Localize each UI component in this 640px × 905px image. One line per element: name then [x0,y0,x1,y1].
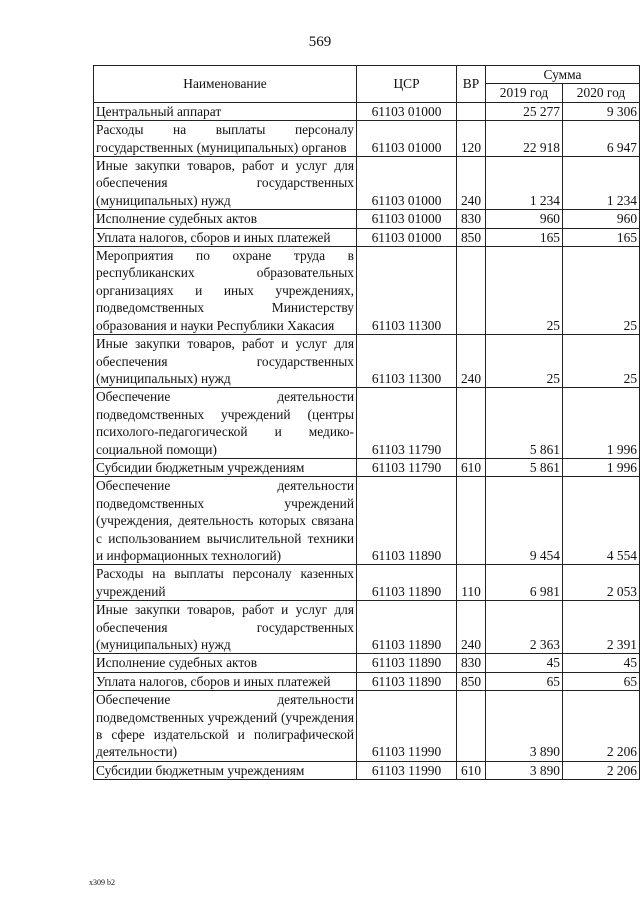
row-name: Обеспечение деятельности подведомственных учреждений (центры психолого-педагогической и медико-социальной помощи) [94,388,357,459]
row-csr: 61103 11890 [357,601,457,654]
row-2019: 3 890 [486,761,563,779]
table-row [94,121,640,157]
row-2019: 22 918 [486,121,563,157]
table-row [94,157,640,210]
row-csr: 61103 11790 [357,458,457,476]
row-2020: 4 554 [563,477,640,565]
row-2019: 5 861 [486,458,563,476]
row-vr: 830 [457,210,486,228]
row-vr [457,388,486,459]
row-2020: 9 306 [563,102,640,120]
row-2019: 1 234 [486,157,563,210]
row-csr: 61103 01000 [357,102,457,120]
row-csr: 61103 11990 [357,761,457,779]
header-name: Наименование [94,66,357,103]
row-name: Субсидии бюджетным учреждениям [94,761,357,779]
row-csr: 61103 01000 [357,228,457,246]
table-row [94,247,640,335]
table-row [94,691,640,762]
row-csr: 61103 11890 [357,477,457,565]
row-name: Уплата налогов, сборов и иных платежей [94,672,357,690]
row-name: Иные закупки товаров, работ и услуг для обеспечения государственных (муниципальных) нужд [94,335,357,388]
table-header [94,66,640,103]
header-sum: Сумма [486,66,640,84]
table-row [94,601,640,654]
row-2019: 9 454 [486,477,563,565]
row-2019: 25 [486,335,563,388]
row-2020: 2 053 [563,565,640,601]
row-2020: 2 391 [563,601,640,654]
row-2020: 1 234 [563,157,640,210]
row-name: Расходы на выплаты персоналу казенных учреждений [94,565,357,601]
header-csr: ЦСР [357,66,457,103]
row-vr: 120 [457,121,486,157]
row-2020: 2 206 [563,691,640,762]
row-2020: 25 [563,247,640,335]
row-vr: 240 [457,335,486,388]
row-2020: 45 [563,654,640,672]
row-vr [457,477,486,565]
row-vr: 110 [457,565,486,601]
table-row [94,335,640,388]
row-name: Иные закупки товаров, работ и услуг для обеспечения государственных (муниципальных) нужд [94,601,357,654]
row-csr: 61103 11990 [357,691,457,762]
header-2020: 2020 год [563,84,640,102]
row-name: Центральный аппарат [94,102,357,120]
row-vr: 610 [457,458,486,476]
row-2019: 165 [486,228,563,246]
table-row [94,761,640,779]
table-row [94,458,640,476]
row-csr: 61103 01000 [357,157,457,210]
row-2020: 1 996 [563,388,640,459]
row-vr [457,691,486,762]
row-vr: 830 [457,654,486,672]
page-number: 569 [308,34,332,50]
table-row [94,672,640,690]
row-2020: 1 996 [563,458,640,476]
row-name: Исполнение судебных актов [94,210,357,228]
row-2020: 2 206 [563,761,640,779]
row-2019: 3 890 [486,691,563,762]
table-row [94,477,640,565]
row-csr: 61103 01000 [357,210,457,228]
row-name: Мероприятия по охране труда в республиканских образовательных организациях и иных учреждениях, подведомственных Министерству образования и науки Республики Хакасия [94,247,357,335]
row-2019: 25 [486,247,563,335]
row-name: Субсидии бюджетным учреждениям [94,458,357,476]
row-2020: 6 947 [563,121,640,157]
header-vr: ВР [457,66,486,103]
table-row [94,228,640,246]
row-name: Обеспечение деятельности подведомственных учреждений (учреждения в сфере издательской и полиграфической деятельности) [94,691,357,762]
table-body [94,102,640,779]
row-csr: 61103 11790 [357,388,457,459]
row-vr: 850 [457,672,486,690]
table-row [94,102,640,120]
table-row [94,210,640,228]
row-2019: 25 277 [486,102,563,120]
row-csr: 61103 11300 [357,335,457,388]
table-row [94,565,640,601]
row-2019: 5 861 [486,388,563,459]
row-name: Обеспечение деятельности подведомственных учреждений (учреждения, деятельность которых связана с использованием вычислительной техники и информационных технологий) [94,477,357,565]
row-2020: 960 [563,210,640,228]
row-2019: 45 [486,654,563,672]
row-vr: 240 [457,157,486,210]
row-2019: 65 [486,672,563,690]
row-name: Расходы на выплаты персоналу государственных (муниципальных) органов [94,121,357,157]
row-csr: 61103 01000 [357,121,457,157]
row-vr: 240 [457,601,486,654]
row-2020: 165 [563,228,640,246]
row-csr: 61103 11300 [357,247,457,335]
header-2019: 2019 год [486,84,563,102]
row-2019: 2 363 [486,601,563,654]
row-2019: 6 981 [486,565,563,601]
budget-table [93,65,640,780]
row-csr: 61103 11890 [357,565,457,601]
row-2020: 65 [563,672,640,690]
row-name: Иные закупки товаров, работ и услуг для обеспечения государственных (муниципальных) нужд [94,157,357,210]
row-csr: 61103 11890 [357,654,457,672]
row-name: Исполнение судебных актов [94,654,357,672]
row-vr [457,102,486,120]
table-row [94,388,640,459]
table-row [94,654,640,672]
row-vr [457,247,486,335]
row-vr: 610 [457,761,486,779]
row-2019: 960 [486,210,563,228]
row-name: Уплата налогов, сборов и иных платежей [94,228,357,246]
row-2020: 25 [563,335,640,388]
footer-code: x309 b2 [89,878,115,887]
row-csr: 61103 11890 [357,672,457,690]
row-vr: 850 [457,228,486,246]
